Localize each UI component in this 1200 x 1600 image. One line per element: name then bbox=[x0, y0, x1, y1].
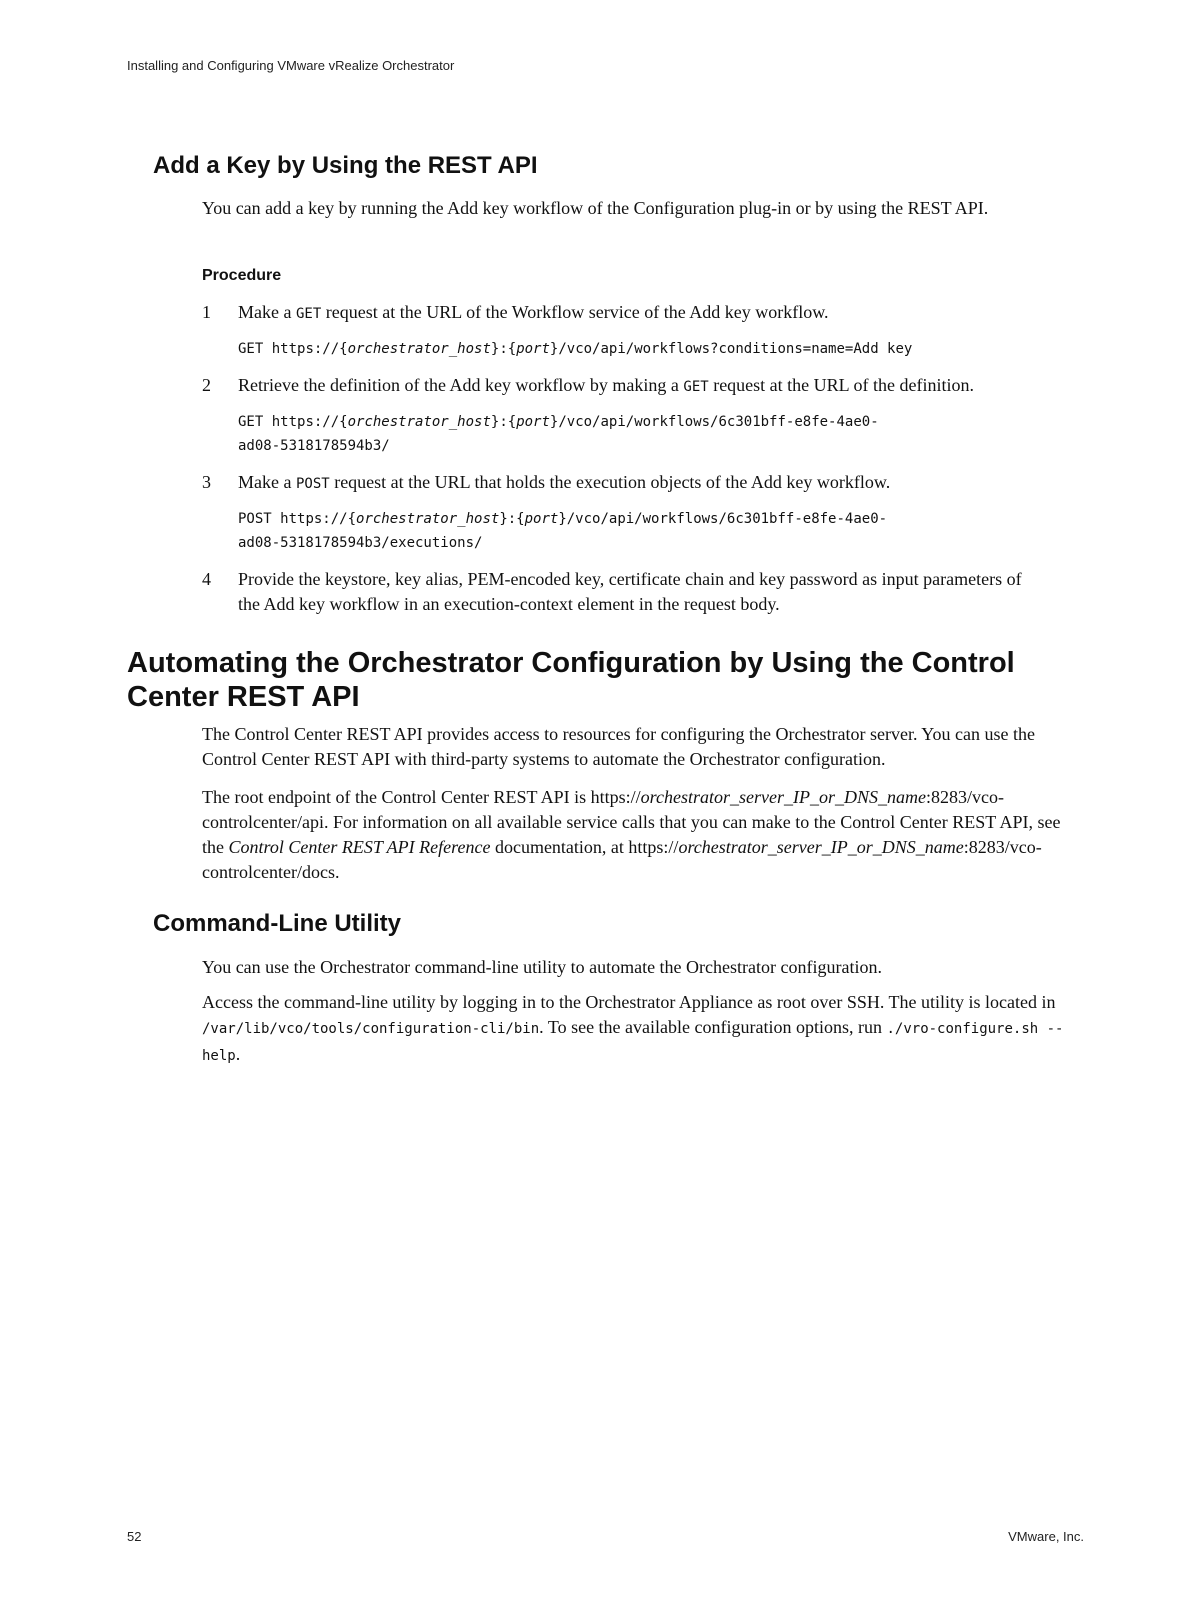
step-number: 4 bbox=[202, 569, 211, 589]
step-text: Retrieve the definition of the Add key workflow by making a GET request at the URL of the definition. bbox=[238, 375, 974, 395]
automating-para-2: The root endpoint of the Control Center REST API is https://orchestrator_server_IP_or_DNS_name:8283/vco-controlcenter/api. For information on all available service calls that you can make to the Control Center REST API, see the Control Center REST API Reference documentation, at https://orchestrator_server_IP_or_DNS_name:8283/vco-controlcenter/docs. bbox=[202, 787, 1061, 882]
inline-code: GET bbox=[683, 379, 709, 395]
automating-para-1: The Control Center REST API provides access to resources for configuring the Orchestrator server. You can use the Control Center REST API with third-party systems to automate the Orchestrator configuration. bbox=[202, 724, 1035, 769]
footer-company: VMware, Inc. bbox=[1008, 1529, 1084, 1544]
running-header: Installing and Configuring VMware vRealize Orchestrator bbox=[127, 58, 455, 73]
step-number: 2 bbox=[202, 375, 211, 395]
step-number: 1 bbox=[202, 302, 211, 322]
inline-code: POST bbox=[295, 476, 330, 492]
step-text: Make a GET request at the URL of the Workflow service of the Add key workflow. bbox=[238, 302, 829, 322]
procedure-label: Procedure bbox=[202, 267, 282, 284]
cli-para-1: You can use the Orchestrator command-line utility to automate the Orchestrator configuration. bbox=[202, 957, 882, 977]
code-request: GET https://{orchestrator_host}:{port}/vco/api/workflows?conditions=name=Add key bbox=[238, 341, 913, 357]
section-title-automating: Automating the Orchestrator Configuration by Using the Control Center REST API bbox=[127, 647, 1015, 713]
inline-code: ./vro-configure.sh --help bbox=[202, 1021, 1064, 1064]
add-key-intro: You can add a key by running the Add key workflow of the Configuration plug-in or by using the REST API. bbox=[202, 198, 989, 218]
step-text: Provide the keystore, key alias, PEM-encoded key, certificate chain and key password as input parameters of the Add key workflow in an execution-context element in the request body. bbox=[238, 569, 1022, 614]
code-request: GET https://{orchestrator_host}:{port}/vco/api/workflows/6c301bff-e8fe-4ae0- ad08-5318178594b3/ bbox=[238, 414, 879, 454]
inline-code: GET bbox=[295, 306, 322, 322]
section-title-cli: Command-Line Utility bbox=[153, 910, 402, 937]
page-number: 52 bbox=[127, 1529, 142, 1544]
code-request: POST https://{orchestrator_host}:{port}/vco/api/workflows/6c301bff-e8fe-4ae0- ad08-5318178594b3/executions/ bbox=[238, 511, 888, 551]
section-title-add-key: Add a Key by Using the REST API bbox=[153, 152, 538, 179]
inline-code: /var/lib/vco/tools/configuration-cli/bin bbox=[202, 1021, 540, 1037]
step-number: 3 bbox=[202, 472, 211, 492]
cli-para-2: Access the command-line utility by logging in to the Orchestrator Appliance as root over SSH. The utility is located in /var/lib/vco/tools/configuration-cli/bin. To see the available configuration options, run ./vro-configure.sh --help. bbox=[202, 992, 1064, 1064]
step-text: Make a POST request at the URL that holds the execution objects of the Add key workflow. bbox=[238, 472, 891, 492]
